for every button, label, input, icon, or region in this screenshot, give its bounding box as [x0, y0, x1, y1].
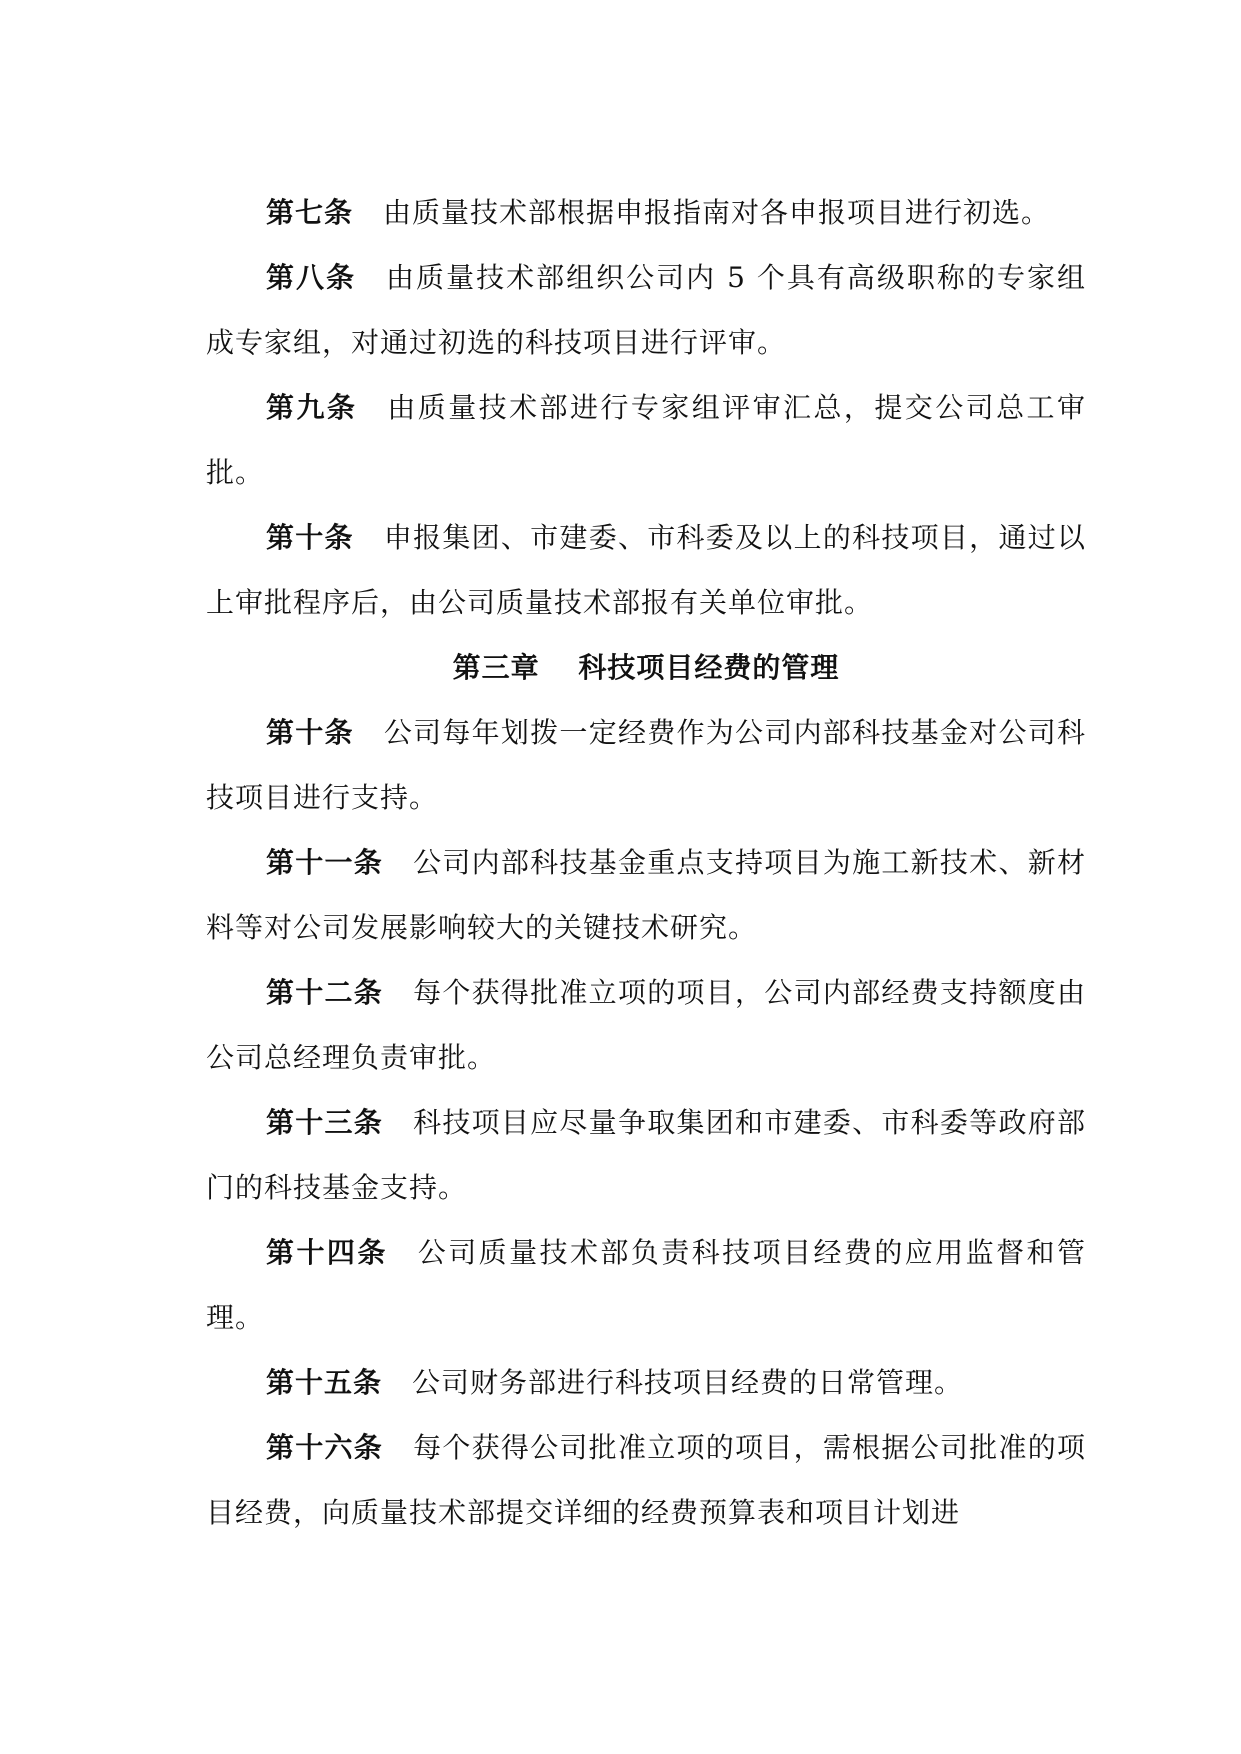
chapter-heading	[206, 635, 1086, 700]
article-10	[206, 505, 1086, 635]
article-title: 第七条	[266, 196, 354, 229]
article-title: 第十六条	[266, 1431, 384, 1464]
chapter-number: 第三章	[452, 651, 540, 684]
article-title: 第十三条	[266, 1106, 384, 1139]
document-body	[206, 180, 1086, 1545]
article-9	[206, 375, 1086, 505]
article-text: 由质量技术部组织公司内 5 个具有高级职称的专家组成专家组，对通过初选的科技项目进行评审。	[206, 261, 1086, 359]
article-11	[206, 830, 1086, 960]
article-text: 由质量技术部进行专家组评审汇总，提交公司总工审批。	[206, 391, 1086, 489]
chapter-title: 科技项目经费的管理	[578, 651, 840, 684]
article-title: 第十一条	[266, 846, 384, 879]
article-text: 申报集团、市建委、市科委及以上的科技项目，通过以上审批程序后，由公司质量技术部报有关单位审批。	[206, 521, 1086, 619]
article-title: 第十条	[266, 521, 354, 554]
article-14	[206, 1220, 1086, 1350]
article-text: 公司内部科技基金重点支持项目为施工新技术、新材料等对公司发展影响较大的关键技术研究。	[206, 846, 1086, 944]
article-7	[206, 180, 1086, 245]
article-text: 公司每年划拨一定经费作为公司内部科技基金对公司科技项目进行支持。	[206, 716, 1086, 814]
article-10b	[206, 700, 1086, 830]
article-title: 第十条	[266, 716, 354, 749]
article-text: 公司质量技术部负责科技项目经费的应用监督和管理。	[206, 1236, 1086, 1334]
article-text: 每个获得批准立项的项目，公司内部经费支持额度由公司总经理负责审批。	[206, 976, 1086, 1074]
article-12	[206, 960, 1086, 1090]
article-text: 由质量技术部根据申报指南对各申报项目进行初选。	[383, 196, 1051, 229]
article-title: 第十五条	[266, 1366, 383, 1399]
article-title: 第八条	[266, 261, 357, 294]
article-text: 科技项目应尽量争取集团和市建委、市科委等政府部门的科技基金支持。	[206, 1106, 1086, 1204]
article-title: 第十四条	[266, 1236, 388, 1269]
article-title: 第九条	[266, 391, 358, 424]
article-8	[206, 245, 1086, 375]
article-text: 每个获得公司批准立项的项目，需根据公司批准的项目经费，向质量技术部提交详细的经费预算表和项目计划进	[206, 1431, 1086, 1529]
article-text: 公司财务部进行科技项目经费的日常管理。	[412, 1366, 964, 1399]
article-13	[206, 1090, 1086, 1220]
article-15	[206, 1350, 1086, 1415]
article-16	[206, 1415, 1086, 1545]
article-title: 第十二条	[266, 976, 384, 1009]
